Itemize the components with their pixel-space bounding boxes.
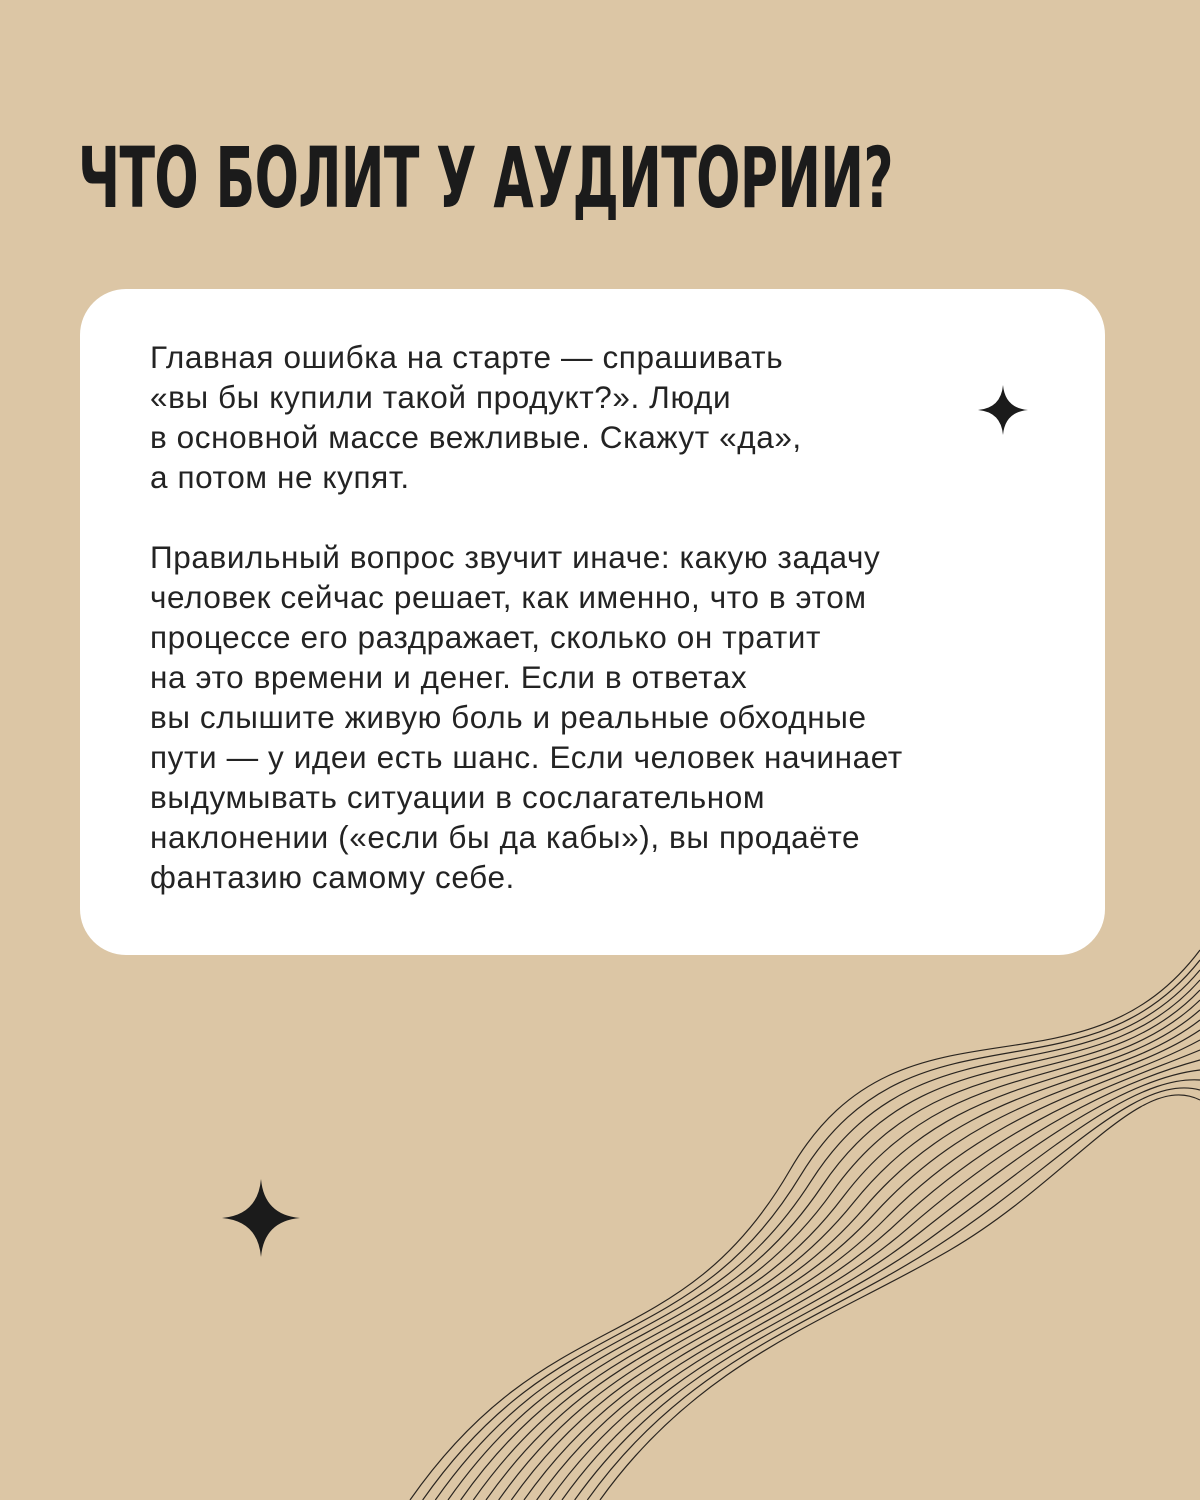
- page-title: ЧТО БОЛИТ У АУДИТОРИИ?: [78, 129, 893, 227]
- wave-line: [423, 960, 1200, 1500]
- sparkle-icon: [978, 385, 1028, 435]
- text-card: [80, 289, 1105, 955]
- card-paragraph-2: Правильный вопрос звучит иначе: какую задачу человек сейчас решает, как именно, что в этом процессе его раздражает, сколько он тратит на это времени и денег. Если в ответах вы слышите живую боль и реальные обходные пути — у идеи есть шанс. Если человек начинает выдумывать ситуации в сослагательном наклонении («если бы да кабы»), вы продаёте фантазию самому себе.: [150, 539, 903, 895]
- wave-line: [410, 950, 1200, 1500]
- wave-line: [562, 1070, 1200, 1500]
- wave-line: [448, 980, 1200, 1500]
- wave-line: [600, 1095, 1200, 1500]
- sparkle-icon: [222, 1178, 300, 1258]
- card-body: [150, 337, 1070, 897]
- wave-line: [524, 1040, 1200, 1500]
- wave-line: [587, 1088, 1200, 1500]
- wave-line: [511, 1030, 1200, 1500]
- wave-line: [537, 1050, 1200, 1500]
- wave-line: [486, 1010, 1200, 1500]
- wave-lines: [380, 940, 1200, 1500]
- wave-line: [549, 1060, 1200, 1500]
- wave-line: [575, 1080, 1200, 1500]
- card-paragraph-1: Главная ошибка на старте — спрашивать «вы бы купили такой продукт?». Люди в основной массе вежливые. Скажут «да», а потом не купят.: [150, 339, 802, 495]
